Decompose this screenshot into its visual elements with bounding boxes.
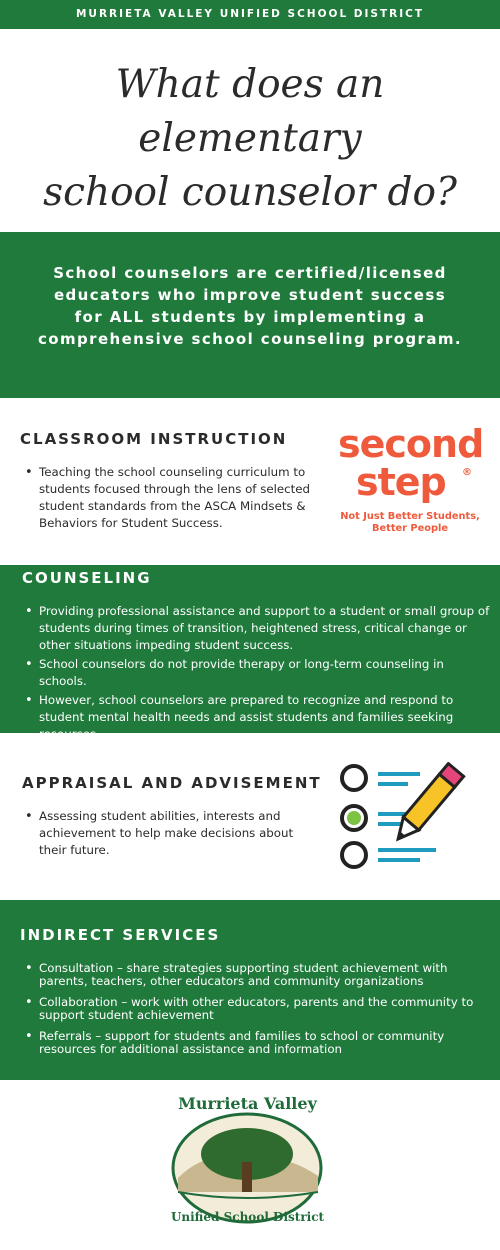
logo-bottom-text: Unified School District <box>170 1210 325 1224</box>
logo-word-second: second <box>338 422 484 466</box>
indirect-list <box>23 962 495 1058</box>
second-step-logo <box>334 423 486 535</box>
tagline-line-2: Better People <box>372 523 448 534</box>
appraisal-heading: APPRAISAL AND ADVISEMENT <box>22 774 322 792</box>
checklist-pencil-icon <box>338 762 488 877</box>
district-logo <box>160 1092 335 1234</box>
district-name: MURRIETA VALLEY UNIFIED SCHOOL DISTRICT <box>75 8 424 20</box>
classroom-heading: CLASSROOM INSTRUCTION <box>20 430 288 448</box>
list-item: • Providing professional assistance and support to a student or small group of students during times of transition, heightened stress, critical change or other situations impeding student success. <box>23 603 495 654</box>
counseling-section <box>0 565 500 741</box>
logo-tagline <box>334 511 486 535</box>
list-item: • Collaboration – work with other educators, parents and the community to support student achievement <box>23 996 495 1022</box>
list-item: • School counselors do not provide therapy or long-term counseling in schools. <box>23 656 495 690</box>
counseling-heading: COUNSELING <box>22 569 152 587</box>
registered-mark: ® <box>462 467 472 478</box>
title-line-1: What does an elementary <box>115 62 385 161</box>
title-line-2: school counselor do? <box>43 170 457 215</box>
counseling-list <box>23 603 495 745</box>
classroom-list <box>23 464 323 534</box>
indirect-section <box>0 900 500 1080</box>
tagline-line-1: Not Just Better Students, <box>340 511 480 522</box>
list-item: • Assessing student abilities, interests and achievement to help make decisions about their future. <box>23 808 313 859</box>
intro-text: School counselors are certified/licensed educators who improve student success for ALL students by implementing a comprehensive school counseling program. <box>38 264 462 348</box>
logo-top-text: Murrieta Valley <box>178 1094 317 1113</box>
list-item: • Referrals – support for students and families to school or community resources for additional assistance and information <box>23 1030 495 1056</box>
list-item: • Consultation – share strategies supporting student achievement with parents, teachers, other educators and community organizations <box>23 962 495 988</box>
logo-word-step: step <box>356 460 446 504</box>
indirect-heading: INDIRECT SERVICES <box>20 926 221 944</box>
intro-banner <box>0 232 500 398</box>
list-item: • Teaching the school counseling curriculum to students focused through the lens of selected student standards from the ASCA Mindsets & Behaviors for Student Success. <box>23 464 323 532</box>
list-item: • However, school counselors are prepared to recognize and respond to student mental health needs and assist students and families seeking resources. <box>23 692 495 743</box>
appraisal-list <box>23 808 313 861</box>
district-header-bar <box>0 0 500 29</box>
page-title <box>0 58 500 220</box>
